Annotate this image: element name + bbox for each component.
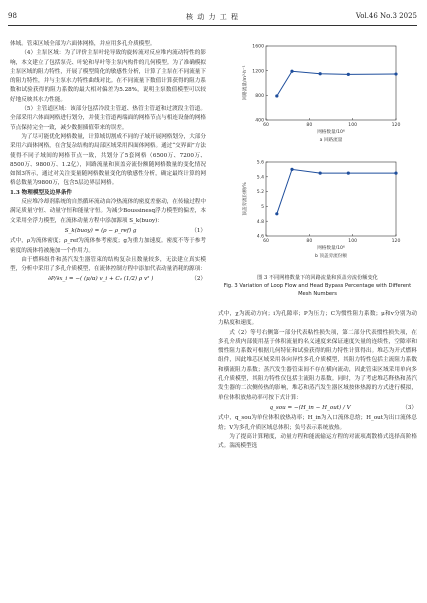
paragraph: 为了提高计算精度，动量方程和能流输运方程的对流项离散格式选择高阶格式。湍流模型选 (218, 433, 417, 450)
panel-label: b 顶盖旁流份额 (315, 254, 347, 259)
chart-loop-flow (232, 42, 412, 156)
header-rule (8, 25, 417, 26)
right-column (218, 310, 417, 451)
y-tick-label: 4.8 (256, 219, 264, 225)
series-line (277, 169, 396, 213)
equation-number: （1） (191, 227, 206, 234)
equation-number: （3） (402, 404, 417, 411)
paragraph: （5）主管道区域：该部分包括冷段主管道、热管主管道和过渡段主管道。全部采用六体面网格进行划分，并使主管道两端面的网格节点与相连设备的网格节点保持完全一致，减少数据插值带来的误差。 (10, 106, 206, 131)
paragraph: 式中，q_sou为单位体积放热功率；H_in为入口流体总焓；H_out为出口流体总焓；V为多孔介质区域总体积；负号表示系统放热。 (218, 415, 417, 431)
x-tick-label: 60 (263, 239, 269, 244)
y-tick-label: 400 (255, 118, 264, 124)
y-tick-label: 5.4 (256, 175, 264, 181)
y-tick-label: 5.2 (256, 190, 264, 196)
paragraph: 式中，ρ为流体密度；ρ_ref为流体参考密度；g为重力加速度。密度不等于参考密度的流体将被施加一个作用力。 (10, 238, 206, 254)
figure-caption (218, 274, 417, 298)
y-tick-label: 1200 (252, 69, 264, 75)
plot-frame (266, 46, 396, 120)
x-tick-label: 100 (348, 239, 358, 244)
paragraph: 式（2）等号右侧第一部分代表粘性损失项，第二部分代表惯性损失项，在多孔介质内部使用基于体积流量的名义速度来保证速度矢量的连续性，空隙率和惯性阻力系数可根据几何特征和试验获得的阻力特性计算得出。堆芯为开式燃料组件，因此堆芯区域采用各向异性多孔介质模型，其阻力特性包括主流阻力系数和横流阻力系数；蒸汽发生器管束间不存在横向流动，因此管束区域采用单向多孔介质模型，其阻力特性仅包括主流阻力系数。同时，为了考虑堆芯释热和蒸汽发生器的二次侧传热的影响，堆芯和蒸汽发生器区域按体热源的方式进行模拟，单位体积放热功率可按下式计算： (218, 329, 417, 401)
x-tick-label: 80 (306, 239, 313, 244)
data-point (394, 72, 397, 75)
y-tick-label: 5.6 (256, 160, 264, 166)
data-point (319, 72, 322, 75)
chart-head-bypass (232, 158, 412, 272)
equation-number: （2） (191, 276, 206, 283)
data-point (394, 172, 397, 175)
equation-2 (10, 275, 206, 284)
chart-head-bypass-svg (232, 158, 412, 268)
paragraph: 式中，χ为流动方向；i为孔隙率；P为压力；C为惯性阻力系数；μ和v分别为动力粘度和速度。 (218, 311, 417, 327)
data-point (347, 73, 350, 76)
y-tick-label: 800 (255, 93, 264, 99)
x-tick-label: 60 (263, 123, 269, 128)
page-header (8, 12, 417, 24)
data-point (319, 172, 322, 175)
paragraph: 由于燃料组件和蒸汽发生器管束的结构复杂且数量较多，无法建立真实模型，分析中采用了多孔介质模型，在流体控制方程中添加代表动量消耗的源项： (10, 256, 206, 273)
section-heading: 1.3 物理模型及边界条件 (10, 189, 73, 196)
paragraph: 为了尽可能优化网格数量，计算域切割成不同的子域开展网格划分，大部分采用六面体网格，在含复杂结构的局部区域采用四面体网格。通过“交界面”方法使得不同子域间的网格节点一致，共划分了5套网格（6500万、7200万、8500万、9800万、1.2亿），回路流量和顶盖旁流份额随网格数量的变化情况如图3所示，通过对关注变量随网格数量变化的敏感性分析，确定最终计算的网格总数量为9800万，包含5层边界层网格。 (10, 133, 206, 187)
equation-body: ∂P/∂x_i = −( (μ/α) v_i + C₂ (1/2) ρ v² ) (47, 276, 154, 283)
y-tick-label: 1600 (252, 44, 264, 50)
series-line (277, 71, 396, 96)
panel-label: a 回路流量 (319, 138, 343, 143)
x-tick-label: 80 (306, 123, 313, 128)
x-axis-label: 网格数量/10⁶ (317, 246, 345, 251)
equation-body: S_k(buoy) = (ρ − ρ_ref) g (64, 227, 137, 234)
x-tick-label: 120 (391, 123, 401, 128)
paragraph: 体域。管束区域全部为六面体网格，并应用多孔介质模型。 (10, 41, 156, 47)
chart-loop-flow-svg (232, 42, 412, 152)
data-point (347, 172, 350, 175)
data-point (275, 94, 278, 97)
y-axis-label: 回路流量/m³·h⁻¹ (243, 65, 248, 101)
page-number: 98 (8, 12, 17, 20)
paragraph: 反应堆冷却剂系统的自然循环流动由冷热流体的密度差驱动，在传输过程中满足质量守恒、动量守恒和能量守恒。为减少Boussinesq浮力模型的偏差，本文采用全浮力模型，在流体动量方程中添加源项 S_k(buoy)： (10, 199, 206, 224)
figure-caption-en: Fig. 3 Variation of Loop Flow and Head Bypass Percentage with Different Mesh Numbers (223, 283, 412, 297)
data-point (290, 70, 293, 73)
figure-caption-cn: 图 3 不同网格数量下的回路流量和顶盖旁流份额变化 (257, 275, 378, 281)
data-point (275, 212, 278, 215)
x-tick-label: 120 (391, 239, 401, 244)
paragraph: （4）主泵区域：为了评价主泵叶轮导致的旋转流对反应堆内流动特性的影响，本文建立了包括泵壳、叶轮和导叶等主泵内构件的几何模型。为了准确模拟主泵区域的阻力特性，开展了模型简化的敏感性分析，计算了主泵在不同流量下的阻力特性，并与主泵水力特性曲线对比。在不同流量下数值计算获得的阻力系数和试验获得的阻力系数的最大相对偏差为5.28%，说明主泵数值模型可以较好地反映其水力性能。 (10, 50, 206, 103)
y-axis-label: 顶盖旁流份额/% (243, 182, 248, 216)
equation-1 (10, 227, 206, 236)
journal-name: 核 动 力 工 程 (186, 13, 239, 21)
x-axis-label: 网格数量/10⁶ (317, 130, 345, 135)
data-point (290, 168, 293, 171)
volume-info: Vol.46 No.3 2025 (355, 12, 417, 20)
y-tick-label: 5 (261, 205, 264, 210)
equation-3 (218, 404, 417, 413)
y-tick-label: 4.6 (256, 234, 264, 240)
left-column (10, 40, 206, 286)
equation-body: q_sou = −(H_in − H_out) / V (269, 404, 351, 411)
x-tick-label: 100 (348, 123, 358, 128)
